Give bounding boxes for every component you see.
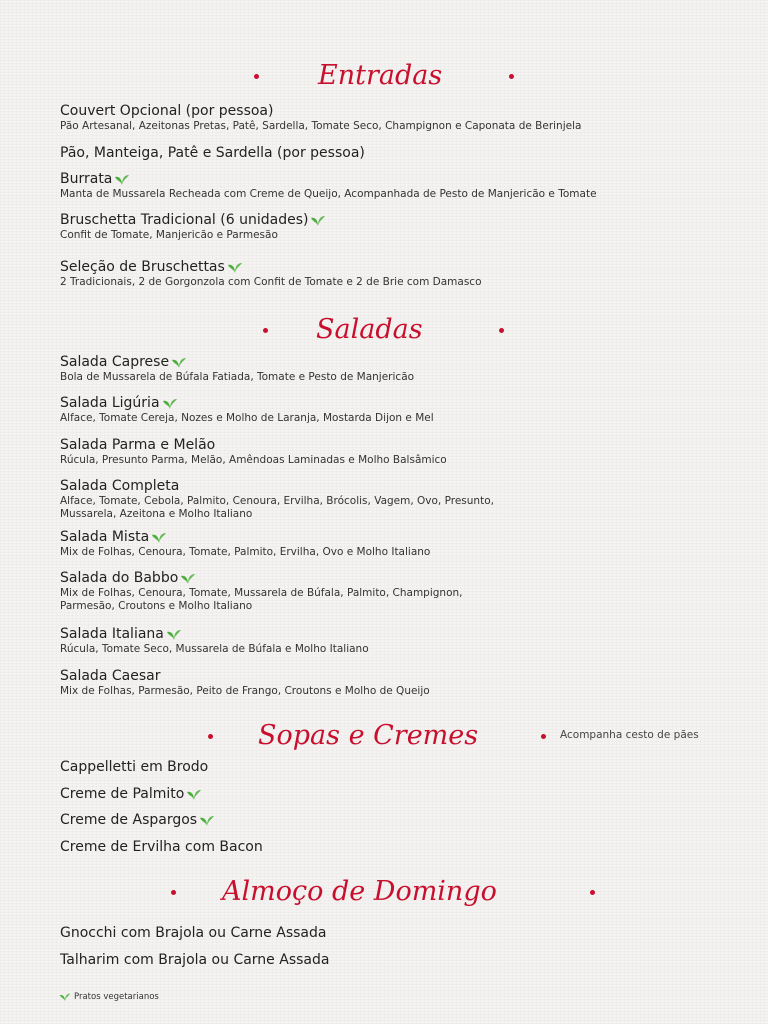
leaf-icon (166, 628, 182, 641)
item-name-row (60, 528, 700, 546)
item-name-row (60, 625, 700, 643)
item-description: 2 Tradicionais, 2 de Gorgonzola com Confit de Tomate e 2 de Brie com Damasco (60, 276, 482, 288)
item-name-row (60, 258, 700, 276)
item-description-continued: Mussarela, Azeitona e Molho Italiano (60, 508, 253, 520)
section-title: Sopas e Cremes (258, 720, 479, 751)
decorative-dot (541, 734, 546, 739)
item-description-continued: Parmesão, Croutons e Molho Italiano (60, 600, 253, 612)
item-name: Creme de Aspargos (60, 812, 198, 828)
menu-item (60, 758, 700, 776)
menu-item (60, 528, 700, 559)
decorative-dot (509, 74, 514, 79)
item-name: Salada Parma e Melão (60, 437, 216, 453)
section-heading-entradas (0, 56, 768, 96)
legend-label: Pratos vegetarianos (74, 992, 159, 1002)
item-name-row (60, 353, 700, 371)
item-name-row (60, 211, 700, 229)
menu-item (60, 625, 700, 656)
section-title: Almoço de Domingo (222, 876, 497, 907)
item-name: Gnocchi com Brajola ou Carne Assada (60, 925, 327, 941)
section-heading-saladas (0, 310, 768, 350)
leaf-icon (227, 261, 243, 274)
item-description: Rúcula, Presunto Parma, Melão, Amêndoas Laminadas e Molho Balsâmico (60, 454, 447, 466)
item-name-row (60, 170, 700, 188)
menu-item (60, 436, 700, 467)
item-description: Mix de Folhas, Cenoura, Tomate, Mussarela de Búfala, Palmito, Champignon, (60, 587, 463, 599)
leaf-icon (151, 531, 167, 544)
menu-item (60, 170, 700, 201)
item-name: Burrata (60, 171, 113, 187)
menu-item (60, 951, 700, 969)
decorative-dot (499, 328, 504, 333)
item-name-row (60, 569, 700, 587)
menu-item (60, 144, 700, 162)
menu-item (60, 477, 700, 521)
menu-item (60, 785, 700, 803)
item-description: Pão Artesanal, Azeitonas Pretas, Patê, Sardella, Tomate Seco, Champignon e Caponata de Berinjela (60, 120, 582, 132)
item-name: Couvert Opcional (por pessoa) (60, 103, 274, 119)
item-name: Salada Mista (60, 529, 150, 545)
leaf-icon (186, 788, 202, 801)
item-description: Rúcula, Tomate Seco, Mussarela de Búfala e Molho Italiano (60, 643, 369, 655)
menu-item (60, 667, 700, 698)
item-name-row (60, 394, 700, 412)
item-description: Manta de Mussarela Recheada com Creme de Queijo, Acompanhada de Pesto de Manjericão e Tomate (60, 188, 597, 200)
item-name: Salada Caprese (60, 354, 170, 370)
section-note: Acompanha cesto de pães (560, 729, 699, 741)
item-name: Salada Completa (60, 478, 180, 494)
item-description: Confit de Tomate, Manjericão e Parmesão (60, 229, 278, 241)
vegetarian-legend (59, 992, 159, 1002)
leaf-icon (180, 572, 196, 585)
item-name: Creme de Palmito (60, 786, 185, 802)
item-description: Bola de Mussarela de Búfala Fatiada, Tomate e Pesto de Manjericão (60, 371, 415, 383)
leaf-icon (114, 173, 130, 186)
item-name: Salada Ligúria (60, 395, 160, 411)
item-name: Bruschetta Tradicional (6 unidades) (60, 212, 309, 228)
leaf-icon (162, 397, 178, 410)
item-description: Alface, Tomate, Cebola, Palmito, Cenoura, Ervilha, Brócolis, Vagem, Ovo, Presunto, (60, 495, 494, 507)
decorative-dot (263, 328, 268, 333)
menu-item (60, 569, 700, 613)
item-name-row (60, 811, 700, 829)
decorative-dot (208, 734, 213, 739)
item-description: Mix de Folhas, Cenoura, Tomate, Palmito, Ervilha, Ovo e Molho Italiano (60, 546, 431, 558)
menu-item (60, 838, 700, 856)
menu-item (60, 811, 700, 829)
item-description: Mix de Folhas, Parmesão, Peito de Frango, Croutons e Molho de Queijo (60, 685, 430, 697)
menu-item (60, 211, 700, 242)
item-description: Alface, Tomate Cereja, Nozes e Molho de Laranja, Mostarda Dijon e Mel (60, 412, 434, 424)
leaf-icon (310, 214, 326, 227)
item-name-row (60, 785, 700, 803)
menu-item (60, 353, 700, 384)
menu-item (60, 394, 700, 425)
leaf-icon (171, 356, 187, 369)
menu-item (60, 258, 700, 289)
item-name: Pão, Manteiga, Patê e Sardella (por pessoa) (60, 145, 365, 161)
item-name: Talharim com Brajola ou Carne Assada (60, 952, 330, 968)
section-title: Entradas (318, 60, 443, 91)
item-name: Seleção de Bruschettas (60, 259, 225, 275)
section-heading-domingo (0, 872, 768, 912)
item-name: Cappelletti em Brodo (60, 759, 209, 775)
decorative-dot (171, 890, 176, 895)
decorative-dot (254, 74, 259, 79)
section-title: Saladas (316, 314, 423, 345)
menu-item (60, 102, 700, 133)
leaf-icon (199, 814, 215, 827)
leaf-icon (59, 992, 71, 1002)
decorative-dot (590, 890, 595, 895)
menu-item (60, 924, 700, 942)
item-name: Salada Italiana (60, 626, 164, 642)
item-name: Salada Caesar (60, 668, 161, 684)
item-name: Creme de Ervilha com Bacon (60, 839, 263, 855)
item-name: Salada do Babbo (60, 570, 179, 586)
section-heading-sopas (0, 716, 768, 756)
